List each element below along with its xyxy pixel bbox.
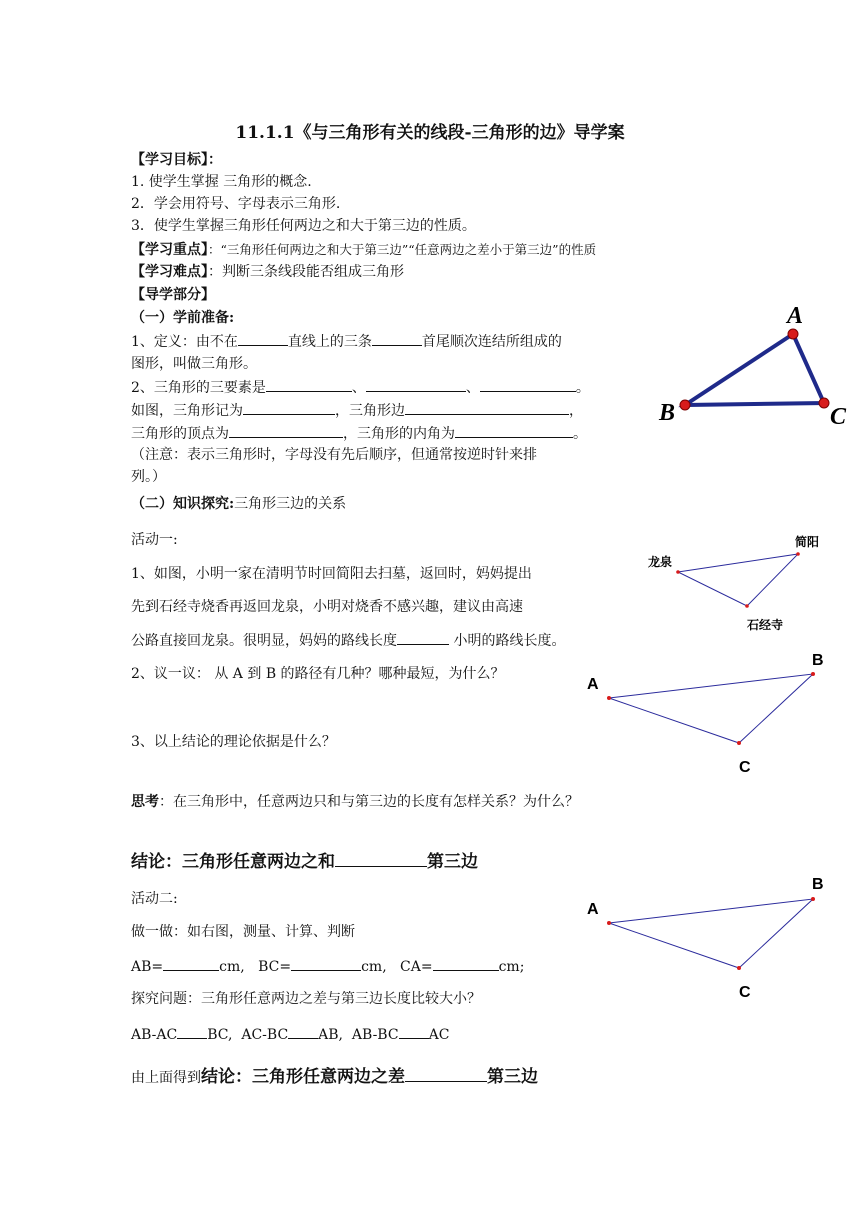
- vertex-blank-2[interactable]: [455, 423, 573, 438]
- a2-vertex-a-label: A: [587, 901, 599, 918]
- do-it-line: 做一做：如右图，测量、计算、判断: [131, 924, 355, 940]
- question-2: 2、议一议： 从 A 到 B 的路径有几种？哪种最短，为什么？: [131, 666, 505, 682]
- key-points-text: ：“三角形任何两边之和大于第三边”“任意两边之差小于第三边”的性质: [208, 242, 597, 257]
- elements-sep-2: 、: [465, 380, 480, 396]
- a2-vertex-c-label: C: [739, 984, 751, 1001]
- vertex-b-label: B: [659, 400, 676, 426]
- diff-blank-1[interactable]: [177, 1024, 207, 1039]
- diff-ab-bc: AB-BC: [351, 1027, 399, 1043]
- activity2-triangle-outline: [609, 899, 813, 968]
- shijing-temple-label: 石经寺: [747, 618, 784, 632]
- inquiry-line: 探究问题：三角形任意两边之差与第三边长度比较大小？: [131, 991, 481, 1007]
- difficulties-text: ：判断三条线段能否组成三角形: [208, 264, 404, 280]
- activity-2-label: 活动二:: [131, 891, 178, 907]
- explore-heading-label: （二）知识探究:: [131, 496, 235, 512]
- vertex-c-label: C: [830, 404, 847, 430]
- bc-unit: cm,: [361, 959, 387, 975]
- conclusion-2-lead: 由上面得到: [131, 1070, 201, 1086]
- question-1-line-2: 先到石经寺烧香再返回龙泉，小明对烧香不感兴趣，建议由高速: [131, 599, 523, 615]
- elements-blank-2[interactable]: [366, 377, 466, 392]
- conclusion-2-post: 第三边: [487, 1067, 538, 1087]
- definition-blank-2[interactable]: [372, 331, 422, 346]
- triangle-abc-figure: [650, 295, 860, 435]
- conclusion-1: [131, 848, 478, 874]
- think-label: 思考: [131, 794, 159, 810]
- elements-blank-1[interactable]: [266, 377, 352, 392]
- conclusion-1-pre: 结论：三角形任意两边之和: [131, 852, 335, 872]
- key-points-heading: 【学习重点】: [131, 242, 208, 258]
- difference-line: [131, 1024, 449, 1045]
- diff-ab-ac: AB-AC: [131, 1027, 178, 1043]
- ca-label: CA=: [400, 959, 433, 975]
- objective-1: 1. 使学生掌握 三角形的概念.: [131, 174, 312, 190]
- jianyang-dot: [796, 552, 800, 556]
- question-3: 3、以上结论的理论依据是什么？: [131, 734, 336, 750]
- vertex-blank-1[interactable]: [229, 423, 343, 438]
- a2-vertex-c-dot: [737, 966, 741, 970]
- q-vertex-a-label: A: [587, 676, 599, 693]
- triangle-abc-outline: [685, 334, 824, 405]
- page-title: 11.1.1《与三角形有关的线段-三角形的边》导学案: [235, 123, 625, 143]
- difficulties: [131, 262, 404, 282]
- think-line: [131, 792, 579, 812]
- question-1-text-post: 小明的路线长度。: [449, 633, 566, 649]
- a2-vertex-b-label: B: [812, 876, 824, 893]
- question-1-line-3: [131, 630, 565, 651]
- conclusion-2-blank[interactable]: [405, 1063, 487, 1082]
- definition-text-b: 直线上的三条: [287, 334, 372, 350]
- route-compare-blank[interactable]: [397, 630, 449, 645]
- question-1-line-1: 1、如图，小明一家在清明节时回简阳去扫墓，返回时，妈妈提出: [131, 566, 532, 582]
- activity-1-label: 活动一:: [131, 532, 178, 548]
- guide-heading: 【导学部分】: [131, 287, 215, 303]
- vertex-text-b: ，三角形的内角为: [343, 426, 455, 442]
- conclusion-1-blank[interactable]: [335, 848, 427, 867]
- explore-heading-text: 三角形三边的关系: [234, 496, 347, 512]
- conclusion-1-post: 第三边: [427, 852, 478, 872]
- jianyang-label: 简阳: [795, 535, 820, 549]
- q-vertex-c-label: C: [739, 759, 751, 776]
- shijing-temple-dot: [745, 604, 749, 608]
- definition-blank-1[interactable]: [238, 331, 288, 346]
- definition-line: [131, 331, 562, 352]
- vertex-text-a: 三角形的顶点为: [131, 426, 229, 442]
- objective-2: 2．学会用符号、字母表示三角形.: [131, 196, 341, 212]
- diff-ac: AC: [428, 1027, 450, 1043]
- route-triangle: [678, 554, 798, 606]
- objective-3: 3．使学生掌握三角形任何两边之和大于第三边的性质。: [131, 218, 476, 234]
- vertex-a-dot: [788, 329, 798, 339]
- vertex-a-label: A: [787, 303, 804, 329]
- triangle-activity2-figure: [580, 870, 830, 1005]
- measure-line: [131, 956, 524, 977]
- diff-blank-3[interactable]: [399, 1024, 429, 1039]
- diff-ab: AB,: [318, 1027, 344, 1043]
- ca-unit: cm;: [498, 959, 525, 975]
- elements-text: 2、三角形的三要素是: [131, 380, 266, 396]
- q-vertex-a-dot: [607, 696, 611, 700]
- a2-vertex-a-dot: [607, 921, 611, 925]
- diff-ac-bc: AC-BC: [241, 1027, 289, 1043]
- vertex-b-dot: [680, 400, 690, 410]
- q-vertex-b-dot: [811, 672, 815, 676]
- a2-vertex-b-dot: [811, 897, 815, 901]
- bc-label: BC=: [258, 959, 292, 975]
- ab-blank[interactable]: [163, 956, 219, 971]
- conclusion-2: [131, 1063, 538, 1090]
- diff-bc: BC,: [207, 1027, 233, 1043]
- question-triangle-outline: [609, 674, 813, 743]
- notation-end: ，: [569, 403, 583, 419]
- objectives-heading: 【学习目标】：: [131, 152, 222, 168]
- vertex-c-dot: [819, 398, 829, 408]
- notation-blank-2[interactable]: [405, 400, 569, 415]
- elements-line: [131, 377, 590, 398]
- prep-heading: （一）学前准备:: [131, 310, 235, 326]
- elements-sep-1: 、: [351, 380, 366, 396]
- definition-line-2: 图形，叫做三角形。: [131, 356, 257, 372]
- difficulties-heading: 【学习难点】: [131, 264, 208, 280]
- q-vertex-b-label: B: [812, 652, 824, 669]
- key-points: [131, 240, 596, 260]
- diff-blank-2[interactable]: [288, 1024, 318, 1039]
- notation-blank-1[interactable]: [243, 400, 335, 415]
- ca-blank[interactable]: [433, 956, 499, 971]
- explore-heading: [131, 494, 346, 514]
- ab-unit: cm,: [219, 959, 245, 975]
- longquan-label: 龙泉: [648, 555, 673, 569]
- elements-end: 。: [575, 380, 590, 396]
- notation-text-b: ，三角形边: [335, 403, 405, 419]
- elements-blank-3[interactable]: [480, 377, 576, 392]
- vertex-end: 。: [573, 426, 587, 442]
- think-text: ：在三角形中，任意两边只和与第三边的长度有怎样关系？为什么？: [159, 794, 579, 810]
- ab-label: AB=: [131, 959, 164, 975]
- q-vertex-c-dot: [737, 741, 741, 745]
- definition-text-a: 1、定义：由不在: [131, 334, 238, 350]
- definition-text-c: 首尾顺次连结所组成的: [421, 334, 562, 350]
- route-map-figure: [640, 530, 860, 640]
- question-1-text-pre: 公路直接回龙泉。很明显，妈妈的路线长度: [131, 633, 397, 649]
- conclusion-2-pre: 结论：三角形任意两边之差: [201, 1067, 405, 1087]
- vertex-line: [131, 423, 587, 444]
- note-line-2: 列。）: [131, 469, 166, 485]
- triangle-question-figure: [580, 645, 830, 780]
- note-line-1: （注意：表示三角形时，字母没有先后顺序，但通常按逆时针来排: [131, 447, 537, 463]
- longquan-dot: [676, 570, 680, 574]
- bc-blank[interactable]: [291, 956, 361, 971]
- notation-line: [131, 400, 583, 421]
- notation-text-a: 如图，三角形记为: [131, 403, 243, 419]
